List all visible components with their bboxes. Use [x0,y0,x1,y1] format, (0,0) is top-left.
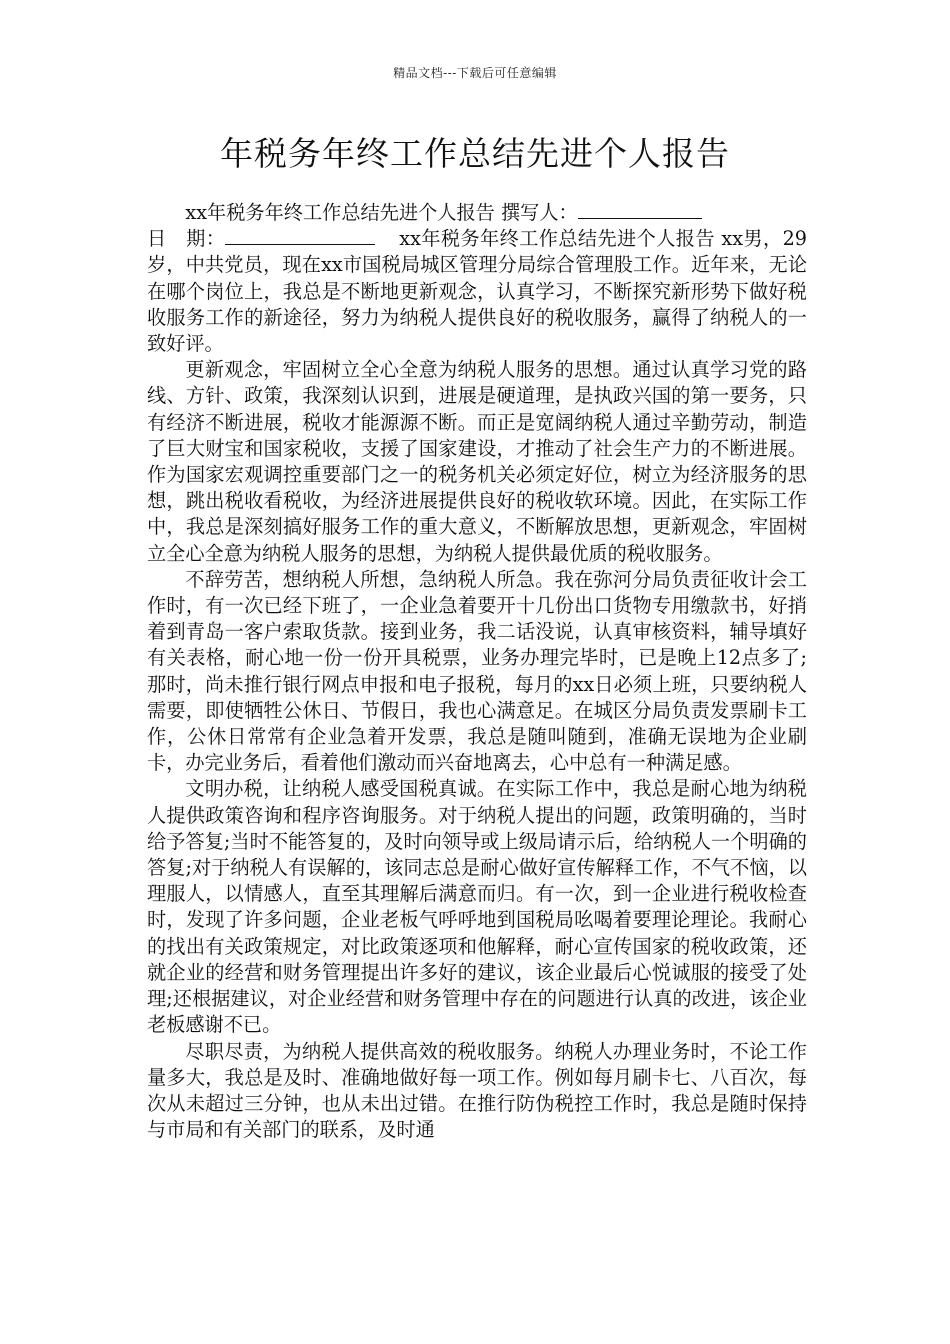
date-label: 日 期： [147,227,226,251]
header-note: 精品文档---下载后可任意编辑 [393,66,557,80]
paragraph: 文明办税，让纳税人感受国税真诚。在实际工作中，我总是耐心地为纳税人提供政策咨询和程序咨询服务。对于纳税人提出的问题，政策明确的，当时给予答复;当时不能答复的，及时向领导或上级局请示后，给纳税人一个明确的答复;对于纳税人有误解的，该同志总是耐心做好宣传解释工作，不气不恼，以理服人，以情感人，直至其理解后满意而归。有一次，到一企业进行税收检查时，发现了许多问题，企业老板气呼呼地到国税局吆喝着要理论理论。我耐心的找出有关政策规定，对比政策逐项和他解释，耐心宣传国家的税收政策，还就企业的经营和财务管理提出许多好的建议，该企业最后心悦诚服的接受了处理;还根据建议，对企业经营和财务管理中存在的问题进行认真的改进，该企业老板感谢不已。 [147,777,807,1037]
document-body [147,200,807,1143]
author-blank [578,200,702,219]
paragraph: 尽职尽责，为纳税人提供高效的税收服务。纳税人办理业务时，不论工作量多大，我总是及时、准确地做好每一项工作。例如每月刷卡七、八百次，每次从未超过三分钟，也从未出过错。在推行防伪税控工作时，我总是随时保持与市局和有关部门的联系，及时通 [147,1039,807,1142]
intro-title: xx年税务年终工作总结先进个人报告 [185,201,495,224]
paragraph: 更新观念，牢固树立全心全意为纳税人服务的思想。通过认真学习党的路线、方针、政策，我深刻认识到，进展是硬道理，是执政兴国的第一要务，只有经济不断进展，税收才能源源不断。而正是宽阔纳税人通过辛勤劳动，制造了巨大财宝和国家税收，支援了国家建设，才推动了社会生产力的不断进展。作为国家宏观调控重要部门之一的税务机关必须定好位，树立为经济服务的思想，跳出税收看税收，为经济进展提供良好的税收软环境。因此，在实际工作中，我总是深刻搞好服务工作的重大意义，不断解放思想，更新观念，牢固树立全心全意为纳税人服务的思想，为纳税人提供最优质的税收服务。 [147,358,807,565]
lead-text: xx年税务年终工作总结先进个人报告 xx男，29岁，中共党员，现在xx市国税局城区管理分局综合管理股工作。近年来，无论在哪个岗位上，我总是不断地更新观念，认真学习，不断探究新形势下做好税收服务工作的新途径，努力为纳税人提供良好的税收服务，赢得了纳税人的一致好评。 [147,227,807,356]
author-label: 撰写人： [500,201,578,224]
lead-paragraph [147,226,807,357]
date-blank [225,226,375,245]
document-title: 年税务年终工作总结先进个人报告 [220,134,730,173]
intro-line [147,200,807,226]
paragraph: 不辞劳苦，想纳税人所想，急纳税人所急。我在弥河分局负责征收计会工作时，有一次已经下班了，一企业急着要开十几份出口货物专用缴款书，好捎着到青岛一客户索取货款。接到业务，我二话没说，认真审核资料，辅导填好有关表格，耐心地一份一份开具税票，业务办理完毕时，已是晚上12点多了;那时，尚未推行银行网点申报和电子报税，每月的xx日必须上班，只要纳税人需要，即使牺牲公休日、节假日，我也心满意足。在城区分局负责发票刷卡工作，公休日常常有企业急着开发票，我总是随叫随到，准确无误地为企业刷卡，办完业务后，看着他们激动而兴奋地离去，心中总有一种满足感。 [147,567,807,775]
